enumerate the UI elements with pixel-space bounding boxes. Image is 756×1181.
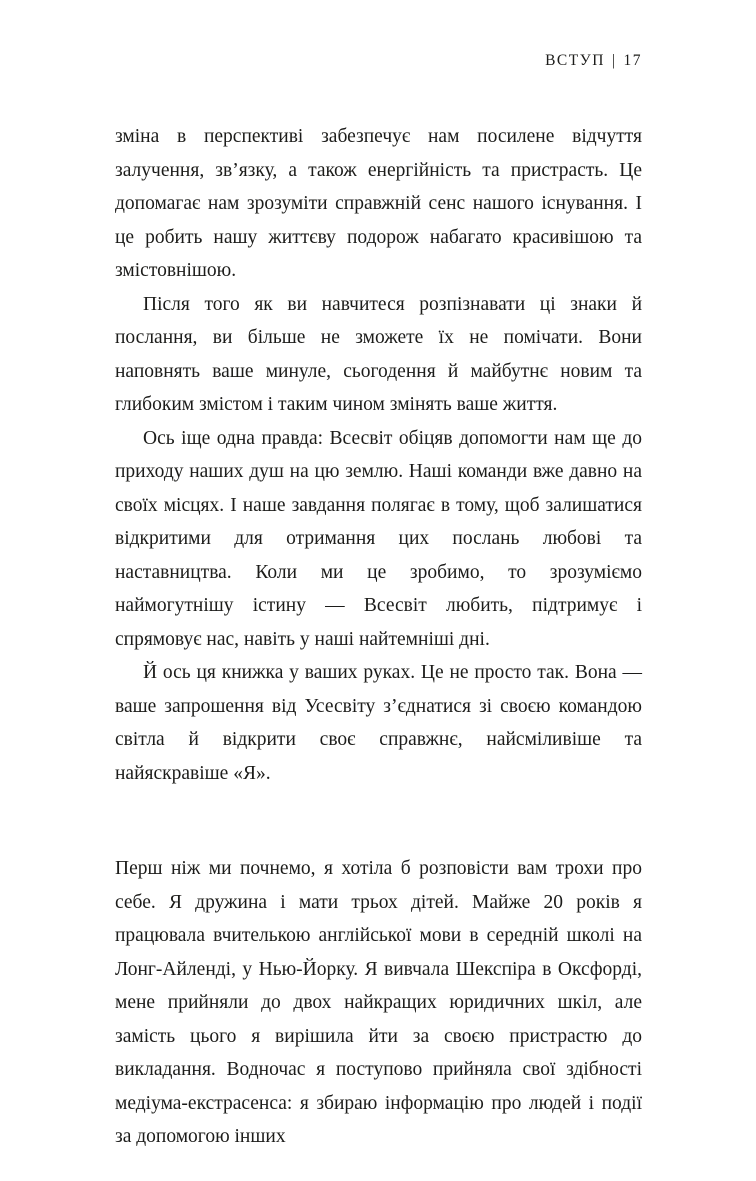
body-text: [115, 120, 642, 1154]
paragraph: Ось іще одна правда: Всесвіт обіцяв допомогти нам ще до приходу наших душ на цю землю. Наші команди вже давно на своїх місцях. І наше завдання полягає в тому, щоб залишатися відкритими для отримання цих послань любові та наставництва. Коли ми це зробимо, то зрозуміємо наймогутнішу істину — Всесвіт любить, підтримує і спрямовує нас, навіть у наші найтемніші дні.: [115, 427, 642, 650]
paragraph: зміна в перспективі забезпечує нам посилене відчуття залучення, зв’язку, а також енергійність та пристрасть. Це допомагає нам зрозуміти справжній сенс нашого існування. І це робить нашу життєву подорож набагато красивішою та змістовнішою.: [115, 126, 642, 281]
header-separator: |: [611, 52, 617, 69]
paragraph: Й ось ця книжка у ваших руках. Це не просто так. Вона — ваше запрошення від Усесвіту з’єднатися зі своєю командою світла й відкрити своє справжнє, найсміливіше та найяскравіше «Я».: [115, 662, 642, 784]
paragraph: Після того як ви навчитеся розпізнавати ці знаки й послання, ви більше не зможете їх не помічати. Вони наповнять ваше минуле, сьогодення й майбутнє новим та глибоким змістом і таким чином змінять ваше життя.: [115, 293, 642, 415]
page-number: 17: [623, 52, 642, 69]
running-header: [115, 52, 642, 70]
paragraph: Перш ніж ми почнемо, я хотіла б розповісти вам трохи про себе. Я дружина і мати трьох дітей. Майже 20 років я працювала вчителькою англійської мови в середній школі на Лонг-Айленді, у Нью-Йорку. Я вивчала Шекспіра в Оксфорді, мене прийняли до двох найкращих юридичних шкіл, але замість цього я вирішила йти за своєю пристрастю до викладання. Водночас я поступово прийняла свої здібності медіума-екстрасенса: я збираю інформацію про людей і події за допомогою інших: [115, 858, 642, 1147]
section-break: [115, 790, 642, 852]
chapter-title: ВСТУП: [545, 52, 605, 69]
